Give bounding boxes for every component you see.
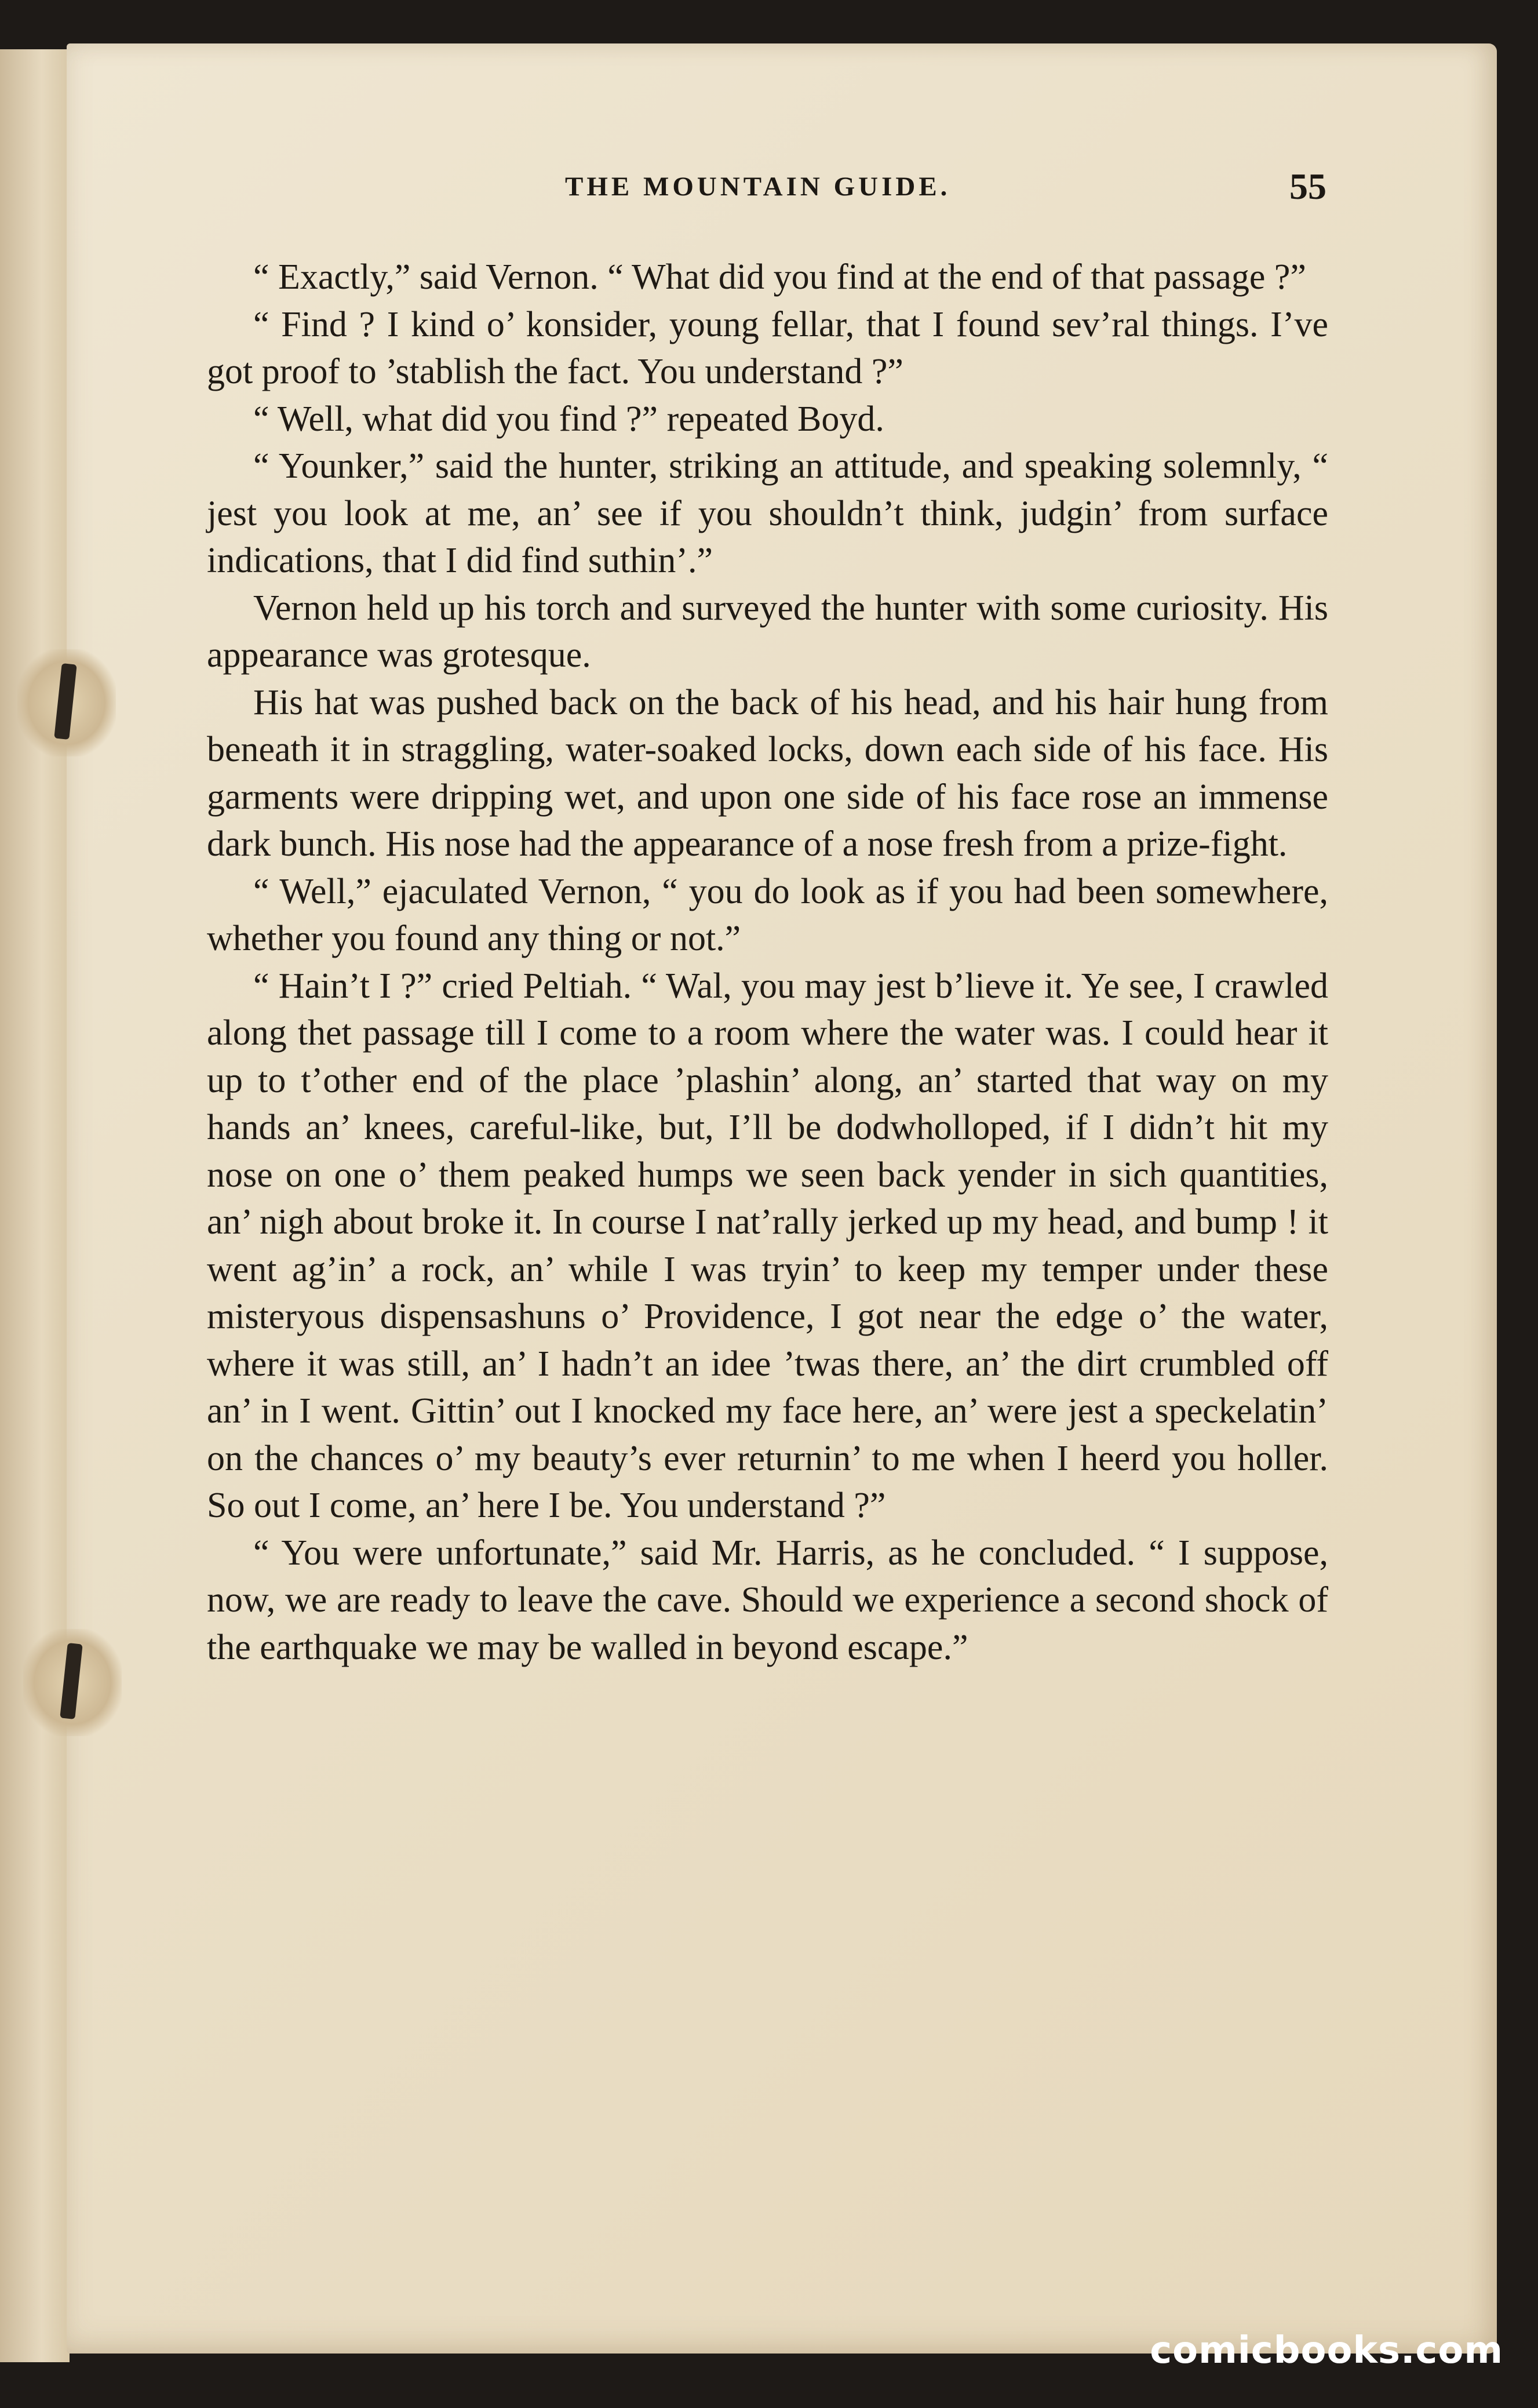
paragraph: “ Hain’t I ?” cried Peltiah. “ Wal, you may jest b’lieve it. Ye see, I crawled along thet passage till I come to a room where the water was. I could hear it up to t’other end of the place ’plashin’ along, an’ started that way on my hands an’ knees, careful-like, but, I’ll be dodwholloped, if I didn’t hit my nose on one o’ them peaked humps we seen back yender in sich quantities, an’ nigh about broke it. In course I nat’rally jerked up my head, and bump ! it went ag’in’ a rock, an’ while I was tryin’ to keep my temper under these misteryous dispensashuns o’ Providence, I got near the edge o’ the water, where it was still, an’ I hadn’t an idee ’twas there, an’ the dirt crumbled off an’ in I went. Gittin’ out I knocked my face here, an’ were jest a speckelatin’ on the chances o’ my beauty’s ever returnin’ to me when I heerd you holler. So out I come, an’ here I be. You understand ?” xyxy=(207,966,1328,1525)
running-head xyxy=(0,166,1538,217)
paragraph: “ You were unfortunate,” said Mr. Harris, as he concluded. “ I suppose, now, we are ready to leave the cave. Should we experience a second shock of the earthquake we may be walled in beyond escape.” xyxy=(207,1533,1328,1667)
running-title: THE MOUNTAIN GUIDE. xyxy=(565,172,951,202)
paragraph: “ Exactly,” said Vernon. “ What did you find at the end of that passage ?” xyxy=(253,257,1306,297)
page-number: 55 xyxy=(1289,166,1326,207)
paragraph: “ Well, what did you find ?” repeated Boyd. xyxy=(253,399,884,439)
watermark: comicbooks.com xyxy=(1150,2329,1503,2372)
binding-staple-bottom xyxy=(23,1629,122,1736)
paragraph: His hat was pushed back on the back of his head, and his hair hung from beneath it in straggling, water-soaked locks, down each side of his face. His garments were dripping wet, and upon one side of his face rose an immense dark bunch. His nose had the appearance of a nose fresh from a prize-fight. xyxy=(207,682,1328,864)
body-text xyxy=(207,254,1328,1671)
paragraph: “ Find ? I kind o’ konsider, young fellar, that I found sev’ral things. I’ve got proof to ’stablish the fact. You understand ?” xyxy=(207,304,1328,391)
facing-page-edge xyxy=(0,49,70,2362)
paragraph: Vernon held up his torch and surveyed the hunter with some curiosity. His appearance was grotesque. xyxy=(207,588,1328,675)
paragraph: “ Younker,” said the hunter, striking an attitude, and speaking solemnly, “ jest you look at me, an’ see if you shouldn’t think, judgin’ from surface indications, that I did find suthin’.” xyxy=(207,446,1328,580)
paragraph: “ Well,” ejaculated Vernon, “ you do look as if you had been somewhere, whether you found any thing or not.” xyxy=(207,871,1328,958)
binding-staple-top xyxy=(17,649,116,756)
